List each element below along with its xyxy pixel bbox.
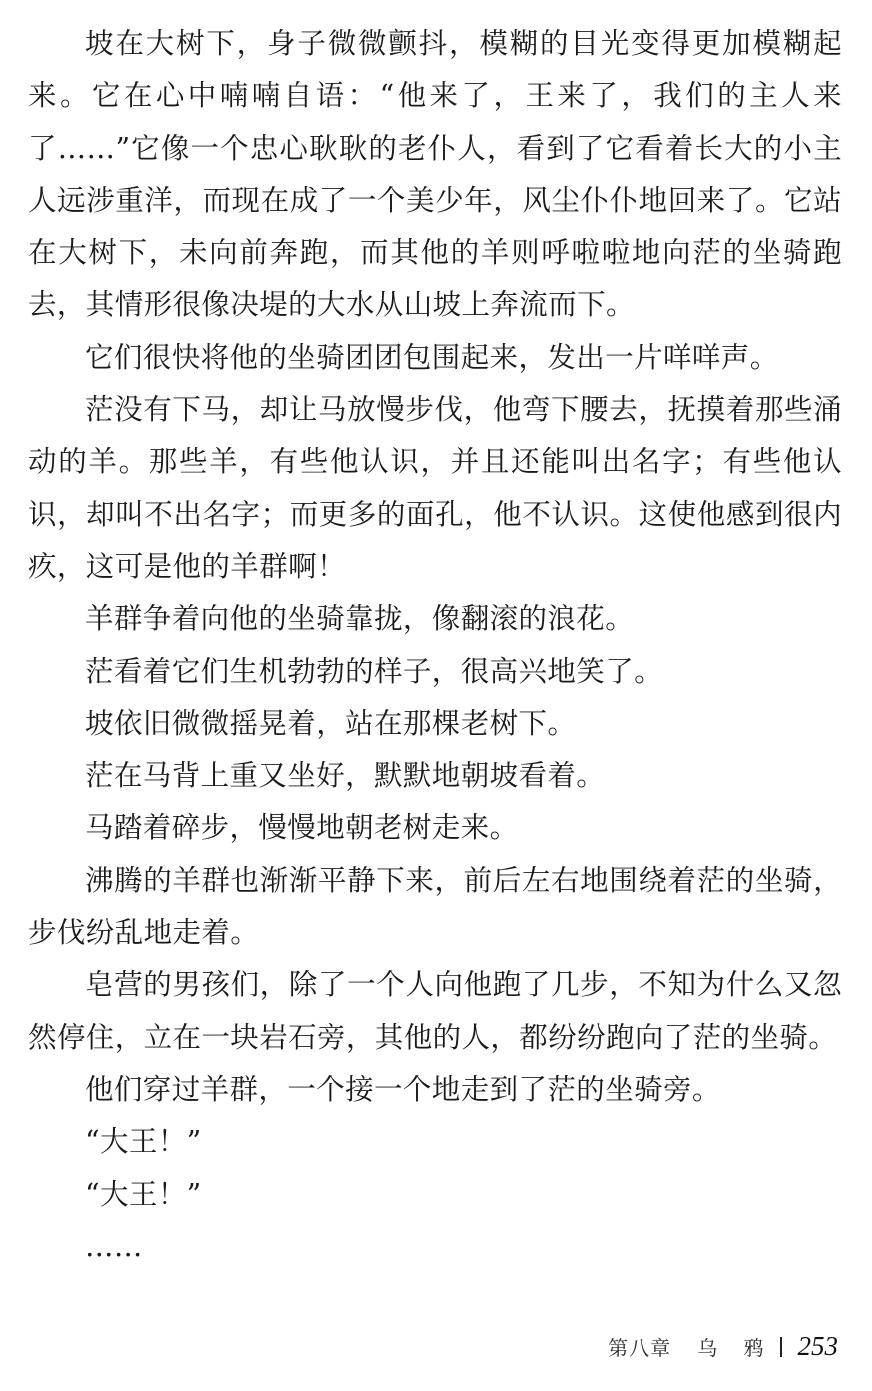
paragraph-7: 茫在马背上重又坐好，默默地朝坡看着。 <box>85 759 606 793</box>
dialogue-line-1: “大王！” <box>85 1125 202 1159</box>
paragraph-5: 茫看着它们生机勃勃的样子，很高兴地笑了。 <box>85 654 664 688</box>
page-number: 253 <box>797 1331 838 1361</box>
paragraph-11: 他们穿过羊群，一个接一个地走到了茫的坐骑旁。 <box>85 1072 721 1106</box>
page-body <box>28 18 842 1273</box>
paragraph-3: 茫没有下马，却让马放慢步伐，他弯下腰去，抚摸着那些涌动的羊。那些羊，有些他认识，并且还能叫出名字；有些他认识，却叫不出名字；而更多的面孔，他不认识。这使他感到很内疚，这可是他的羊群啊！ <box>28 393 842 583</box>
paragraph-6: 坡依旧微微摇晃着，站在那棵老树下。 <box>85 706 577 740</box>
footer-divider <box>780 1337 782 1357</box>
page-footer <box>608 1331 838 1362</box>
dialogue-line-2: “大王！” <box>85 1177 202 1211</box>
chapter-title: 乌 鸦 <box>697 1336 774 1360</box>
paragraph-1: 坡在大树下，身子微微颤抖，模糊的目光变得更加模糊起来。它在心中喃喃自语：“他来了，王来了，我们的主人来了……”它像一个忠心耿耿的老仆人，看到了它看着长大的小主人远涉重洋，而现在成了一个美少年，风尘仆仆地回来了。它站在大树下，未向前奔跑，而其他的羊则呼啦啦地向茫的坐骑跑去，其情形很像决堤的大水从山坡上奔流而下。 <box>28 27 842 322</box>
ellipsis-line: …… <box>85 1229 143 1263</box>
paragraph-10: 皂营的男孩们，除了一个人向他跑了几步，不知为什么又忽然停住，立在一块岩石旁，其他的人，都纷纷跑向了茫的坐骑。 <box>28 968 842 1054</box>
paragraph-4: 羊群争着向他的坐骑靠拢，像翻滚的浪花。 <box>85 602 635 636</box>
paragraph-8: 马踏着碎步，慢慢地朝老树走来。 <box>85 811 519 845</box>
paragraph-9: 沸腾的羊群也渐渐平静下来，前后左右地围绕着茫的坐骑，步伐纷乱地走着。 <box>28 863 842 950</box>
chapter-label: 第八章 <box>608 1336 672 1360</box>
paragraph-2: 它们很快将他的坐骑团团包围起来，发出一片咩咩声。 <box>85 340 779 374</box>
